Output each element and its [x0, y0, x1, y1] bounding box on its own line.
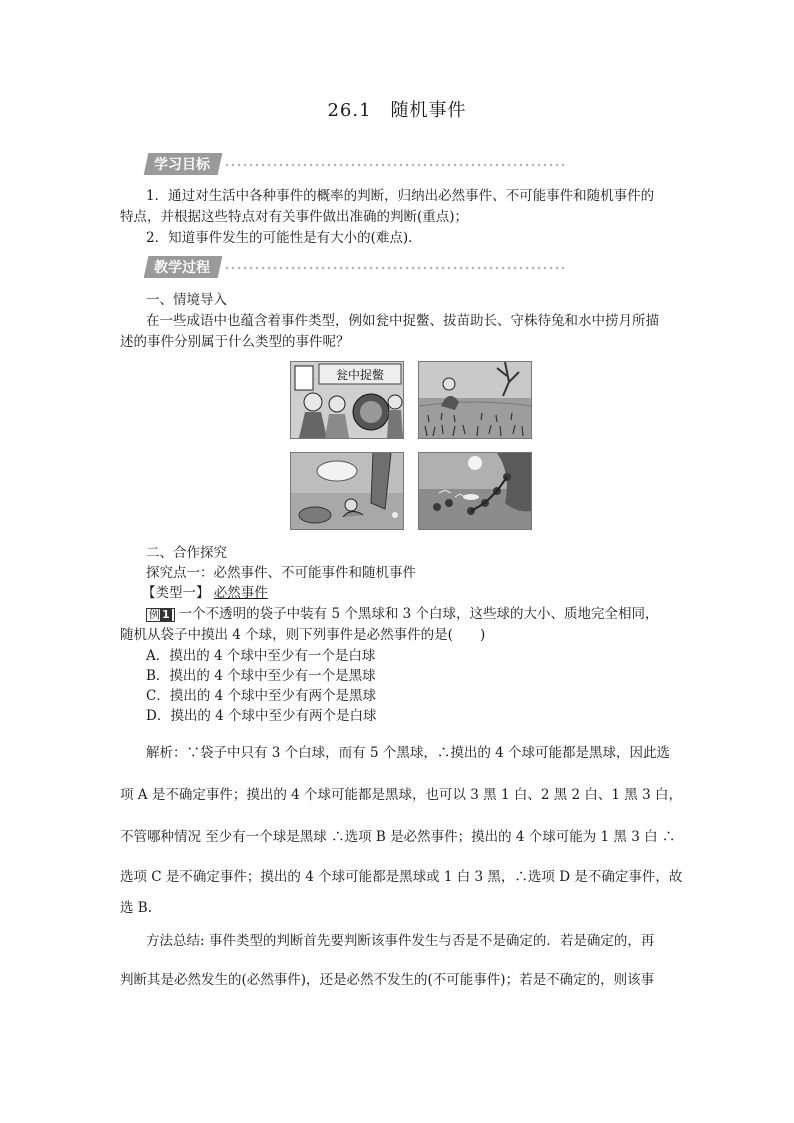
analysis-line: 解析：∵袋子中只有 3 个白球，而有 5 个黑球，∴摸出的 4 个球可能都是黑球，因此选 [146, 745, 671, 761]
type-name: 必然事件 [213, 585, 268, 601]
section-header-teaching-process [146, 257, 220, 277]
idiom-image-shou-zhu-dai-tu [290, 452, 404, 530]
option-a: A．摸出的 4 个球中至少有一个是白球 [146, 648, 376, 664]
intro-line: 在一些成语中也蕴含着事件类型，例如瓮中捉鳖、拔苗助长、守株待兔和水中捞月所描 [146, 313, 659, 329]
analysis-line: 不管哪种情况 至少有一个球是黑球 ∴选项 B 是必然事件；摸出的 4 个球可能为 1 黑 3 白 ∴ [120, 829, 676, 845]
goal-line: 2．知道事件发生的可能性是有大小的(难点)． [146, 230, 422, 246]
goal-line: 特点，并根据这些特点对有关事件做出准确的判断(重点)； [120, 209, 469, 225]
explore-point: 探究点一：必然事件、不可能事件和随机事件 [146, 565, 416, 581]
analysis-line: 选项 C 是不确定事件；摸出的 4 个球可能都是黑球或 1 白 3 黑，∴选项 D 是不确定事件，故 [120, 869, 683, 885]
goal-line: 1．通过对生活中各种事件的概率的判断，归纳出必然事件、不可能事件和随机事件的 [146, 188, 655, 204]
summary-line: 方法总结: 事件类型的判断首先要判断该事件发生与否是不是确定的．若是确定的，再 [146, 933, 655, 949]
intro-heading: 一、情境导入 [146, 292, 227, 308]
type-prefix: 【类型一】 [142, 585, 210, 601]
image-caption: 瓮中捉鳖 [335, 368, 385, 382]
idiom-image-ba-miao-zhu-zhang [418, 361, 532, 439]
example-badge: 例 1 [146, 608, 175, 622]
intro-line: 述的事件分别属于什么类型的事件呢？ [120, 334, 350, 350]
idiom-image-shui-zhong-lao-yue [418, 452, 532, 530]
option-b: B．摸出的 4 个球中至少有一个是黑球 [146, 668, 376, 684]
analysis-line: 选 B. [120, 900, 153, 916]
explore-heading: 二、合作探究 [146, 545, 227, 561]
example-line: 随机从袋子中摸出 4 个球，则下列事件是必然事件的是( ) [120, 627, 486, 643]
summary-line: 判断其是必然发生的(必然事件)，还是必然不发生的(不可能事件)；若是不确定的，则该事 [120, 972, 655, 988]
analysis-line: 项 A 是不确定事件；摸出的 4 个球可能都是黑球，也可以 3 黑 1 白、2 黑 2 白、1 黑 3 白， [120, 787, 682, 803]
idiom-image-weng-zhong-zhuo-bie [290, 361, 404, 439]
dotted-divider [224, 163, 564, 167]
page-title: 26.1 随机事件 [327, 100, 467, 121]
option-d: D．摸出的 4 个球中至少有两个是白球 [146, 708, 377, 724]
section-header-learning-goals [146, 154, 220, 174]
option-c: C．摸出的 4 个球中至少有两个是黑球 [146, 688, 377, 704]
dotted-divider [224, 266, 564, 270]
type-heading [142, 583, 268, 603]
example-line: 例 1 一个不透明的袋子中装有 5 个黑球和 3 个白球，这些球的大小、质地完全相同， [146, 604, 659, 624]
section-label: 教学过程 [154, 260, 210, 276]
section-label: 学习目标 [154, 157, 210, 173]
